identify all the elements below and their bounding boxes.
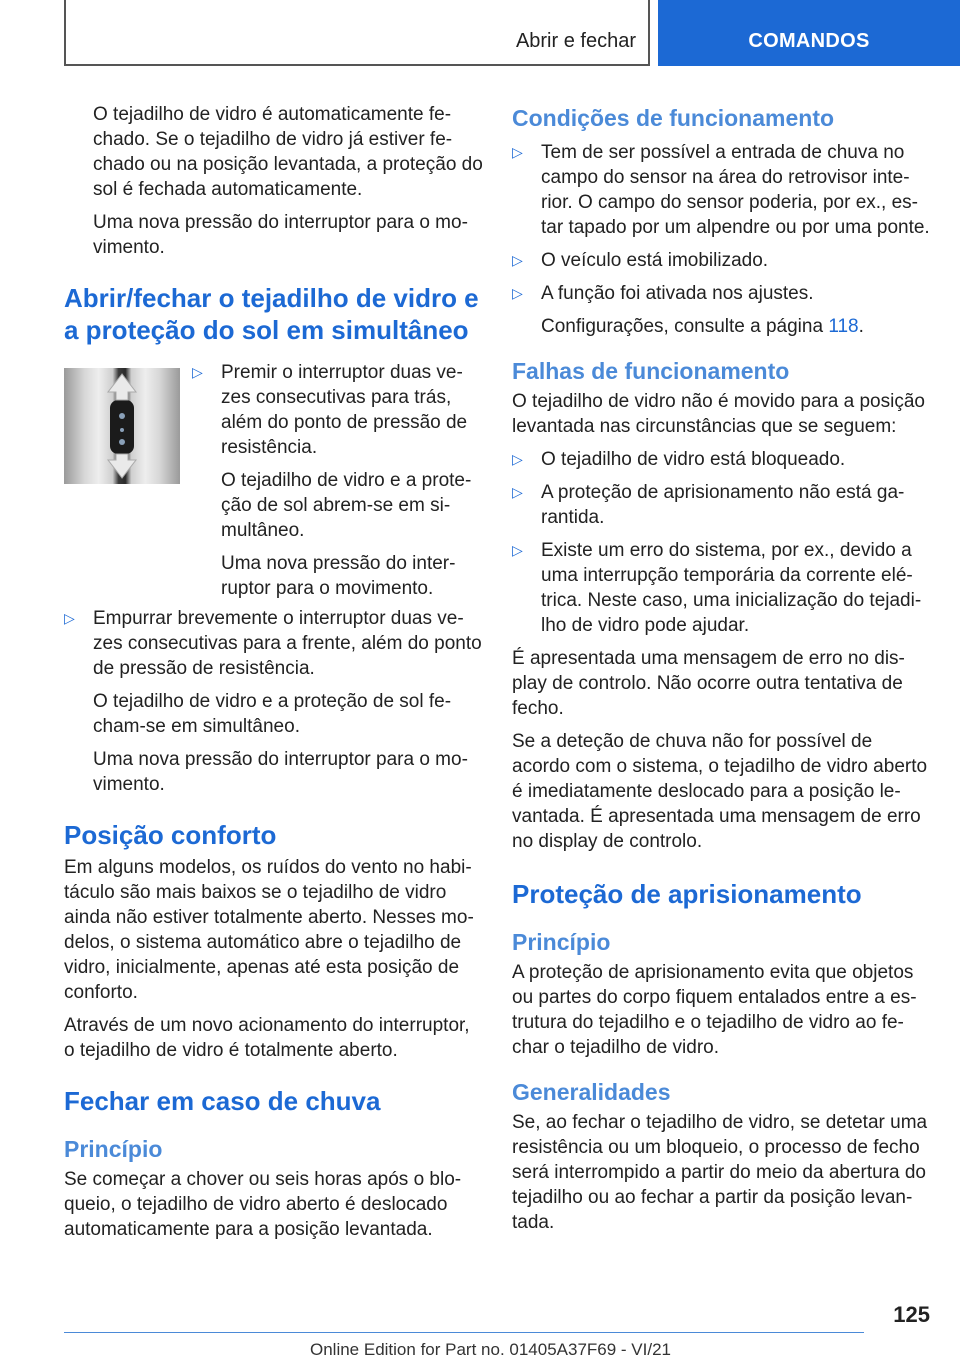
paragraph: O tejadilho de vidro e a proteção de sol fe-cham-se em simultâneo.: [93, 691, 452, 737]
paragraph: O tejadilho de vidro não é movido para a posição levantada nas circunstâncias que se seguem:: [512, 391, 925, 437]
page-number: 125: [893, 1302, 930, 1327]
paragraph: [541, 314, 932, 339]
paragraph: O tejadilho de vidro e a prote-ção de sol abrem-se em si-multâneo.: [221, 470, 472, 541]
heading-rain: Fechar em caso de chuva: [64, 1086, 381, 1116]
list-item-text: Empurrar brevemente o interruptor duas ve-zes consecutivas para a frente, além do ponto de pressão de resistência.: [93, 608, 482, 679]
list-item-text: Premir o interruptor duas ve-zes consecutivas para trás, além do ponto de pressão de resistência.: [221, 362, 468, 458]
heading-protection: Proteção de aprisionamento: [512, 879, 862, 909]
paragraph: É apresentada uma mensagem de erro no dis-play de controlo. Não ocorre outra tentativa de fecho.: [512, 648, 905, 719]
header-section-title: Abrir e fechar: [515, 30, 636, 52]
paragraph: Uma nova pressão do inter-ruptor para o movimento.: [221, 553, 456, 599]
paragraph: A proteção de aprisionamento evita que objetos ou partes do corpo fiquem entalados entre a es-trutura do tejadilho e o tejadilho de vidro ao fe-char o tejadilho de vidro.: [512, 962, 917, 1058]
list-item: [192, 360, 484, 460]
list-item-text: A função foi ativada nos ajustes.: [541, 283, 814, 304]
paragraph: Uma nova pressão do interruptor para o mo-vimento.: [93, 749, 468, 795]
header-chapter-tab: [658, 0, 960, 66]
paragraph: Se começar a chover ou seis horas após o blo-queio, o tejadilho de vidro aberto é deslocado automaticamente para a posição levantada.: [64, 1169, 462, 1240]
page-reference-link[interactable]: 118: [828, 316, 859, 337]
edition-line: Online Edition for Part no. 01405A37F69 - VI/21: [310, 1340, 672, 1359]
paragraph: Em alguns modelos, os ruídos do vento no habi-táculo são mais baixos se o tejadilho de vidro ainda não estiver totalmente aberto. Nesses mo-delos, o sistema automático abre o tejadilho de vidro, inicialmente, apenas até esta posição de conforto.: [64, 857, 474, 1003]
list-item: [512, 480, 932, 530]
list-item: [64, 606, 484, 681]
triangle-right-icon: ▷: [512, 252, 523, 268]
footer-divider: [64, 1332, 864, 1333]
heading-principle: Princípio: [64, 1136, 163, 1162]
triangle-right-icon: ▷: [512, 144, 523, 160]
paragraph-text: Configurações, consulte a página: [541, 316, 829, 337]
list-item: [512, 140, 932, 240]
list-item: [512, 447, 932, 472]
list-item: [512, 281, 932, 306]
list-item-text: O tejadilho de vidro está bloqueado.: [541, 449, 846, 470]
heading-comfort: Posição conforto: [64, 820, 277, 850]
triangle-right-icon: ▷: [512, 285, 523, 301]
heading-open-close: Abrir/fechar o tejadilho de vidro e a proteção do sol em simultâneo: [64, 283, 479, 345]
heading-failures: Falhas de funcionamento: [512, 358, 790, 384]
paragraph-text: .: [858, 316, 864, 337]
heading-general: Generalidades: [512, 1079, 671, 1105]
triangle-right-icon: ▷: [192, 364, 203, 380]
triangle-right-icon: ▷: [64, 610, 75, 626]
roof-switch-graphic: [64, 368, 180, 484]
list-item-text: Existe um erro do sistema, por ex., devido a uma interrupção temporária da corrente elé-trica. Neste caso, uma inicialização do tejadi-lho de vidro pode ajudar.: [541, 540, 922, 636]
header-section-box: [64, 0, 650, 66]
list-item-text: Tem de ser possível a entrada de chuva no campo do sensor na área do retrovisor inte-rior. O campo do sensor poderia, por ex., es-tar tapado por um alpendre ou por uma ponte.: [541, 142, 930, 238]
list-item: [512, 538, 932, 638]
right-column: [512, 96, 932, 1235]
list-item-text: A proteção de aprisionamento não está ga-rantida.: [541, 482, 905, 528]
paragraph: Uma nova pressão do interruptor para o mo-vimento.: [93, 212, 468, 258]
heading-principle: Princípio: [512, 929, 611, 955]
paragraph: Através de um novo acionamento do interruptor, o tejadilho de vidro é totalmente aberto.: [64, 1015, 470, 1061]
paragraph: Se, ao fechar o tejadilho de vidro, se detetar uma resistência ou um bloqueio, o processo de fecho será interrompido a partir do meio da abertura do tejadilho ou ao fechar a partir da posição levan-tada.: [512, 1112, 928, 1233]
roof-switch-image: [64, 368, 180, 484]
left-column: [64, 96, 484, 1242]
triangle-right-icon: ▷: [512, 451, 523, 467]
list-item-text: O veículo está imobilizado.: [541, 250, 769, 271]
list-item: [512, 248, 932, 273]
paragraph: Se a deteção de chuva não for possível de acordo com o sistema, o tejadilho de vidro aberto é imediatamente deslocado para a posição le-vantada. É apresentada uma mensagem de erro no display de controlo.: [512, 731, 928, 852]
header-chapter-title: COMANDOS: [748, 30, 870, 52]
switch-illustration-row: [64, 360, 484, 600]
triangle-right-icon: ▷: [512, 484, 523, 500]
triangle-right-icon: ▷: [512, 542, 523, 558]
switch-bullets: [192, 360, 484, 601]
heading-conditions: Condições de funcionamento: [512, 105, 835, 131]
paragraph: O tejadilho de vidro é automaticamente fe-chado. Se o tejadilho de vidro já estiver fe-chado ou na posição levantada, a proteção do sol é fechada automaticamente.: [93, 104, 483, 200]
